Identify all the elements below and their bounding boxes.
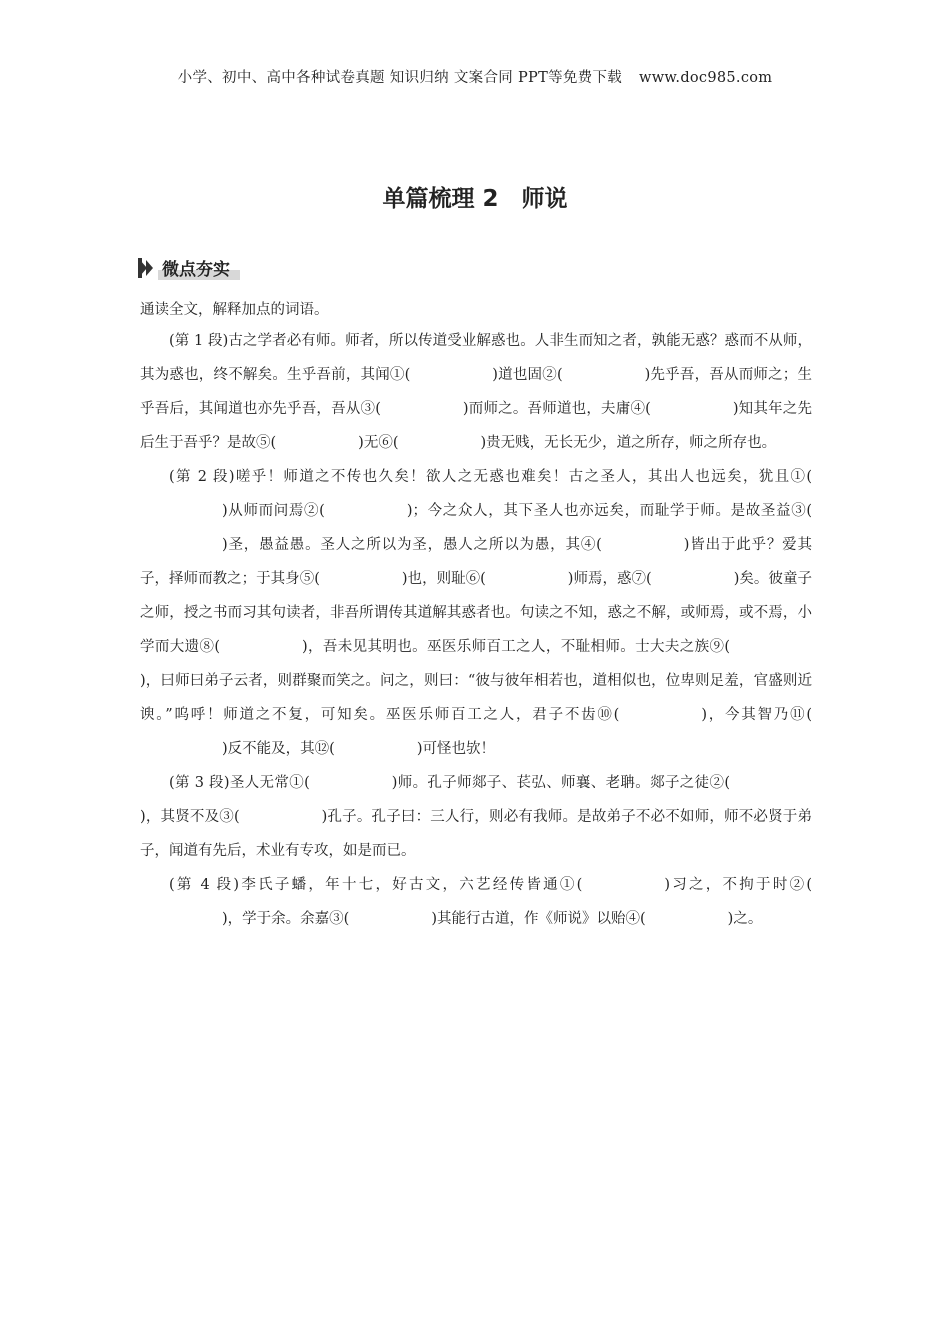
- paragraph-label: (第 4 段): [169, 877, 240, 893]
- paragraph-4: (第 4 段)李氏子蟠，年十七，好古文，六艺经传皆通①( )习之，不拘于时②()，学于余。余嘉③( )其能行古道，作《师说》以贻④( )之。: [169, 877, 813, 927]
- paragraph-label: (第 1 段): [169, 333, 229, 349]
- section-heading: [140, 255, 240, 280]
- page-title: 单篇梳理 2 师说: [382, 186, 568, 212]
- paragraph-2: (第 2 段)嗟乎！师道之不传也久矣！欲人之无惑也难矣！古之圣人，其出人也远矣，犹且①()从师而问焉②( )；今之众人，其下圣人也亦远矣，而耻学于师。是故圣益③()圣，愚益愚。圣人之所以为圣，愚人之所以为愚，其④( )皆出于此乎？爱其子，择师而教之；于其身⑤( )也，则耻⑥( )师焉，惑⑦( )矣。彼童子之师，授之书而习其句读者，非吾所谓传其道解其惑者也。句读之不知，惑之不解，或师焉，或不焉，小学而大遗⑧( )，吾未见其明也。巫医乐师百工之人，不耻相师。士大夫之族⑨()，曰师曰弟子云者，则群聚而笑之。问之，则曰：“彼与彼年相若也，道相似也，位卑则足羞，官盛则近谀。”呜呼！师道之不复，可知矣。巫医乐师百工之人，君子不齿⑩( )，今其智乃⑪()反不能及，其⑫( )可怪也欤！: [140, 469, 813, 757]
- paragraph-3: (第 3 段)圣人无常①( )师。孔子师郯子、苌弘、师襄、老聃。郯子之徒②()，其贤不及③( )孔子。孔子曰：三人行，则必有我师。是故弟子不必不如师，师不必贤于弟子，闻道有先后，术业有专攻，如是而已。: [140, 775, 812, 859]
- paragraph-label: (第 3 段): [169, 775, 230, 791]
- page-header: [0, 66, 950, 87]
- instruction-text: 通读全文，解释加点的词语。: [140, 302, 329, 318]
- paragraph-1: (第 1 段)古之学者必有师。师者，所以传道受业解惑也。人非生而知之者，孰能无惑？惑而不从师，其为惑也，终不解矣。生乎吾前，其闻①( )道也固②( )先乎吾，吾从而师之；生乎吾后，其闻道也亦先乎吾，吾从③( )而师之。吾师道也，夫庸④( )知其年之先后生于吾乎？是故⑤( )无⑥( )贵无贱，无长无少，道之所存，师之所存也。: [140, 333, 813, 451]
- double-chevron-icon: [140, 258, 158, 278]
- section-label: 微点夯实: [158, 255, 240, 280]
- paragraph-label: (第 2 段): [169, 469, 235, 485]
- header-website[interactable]: www.doc985.com: [639, 70, 773, 86]
- header-left-text: 小学、初中、高中各种试卷真题 知识归纳 文案合同 PPT等免费下载: [177, 70, 623, 86]
- passage: [140, 324, 812, 936]
